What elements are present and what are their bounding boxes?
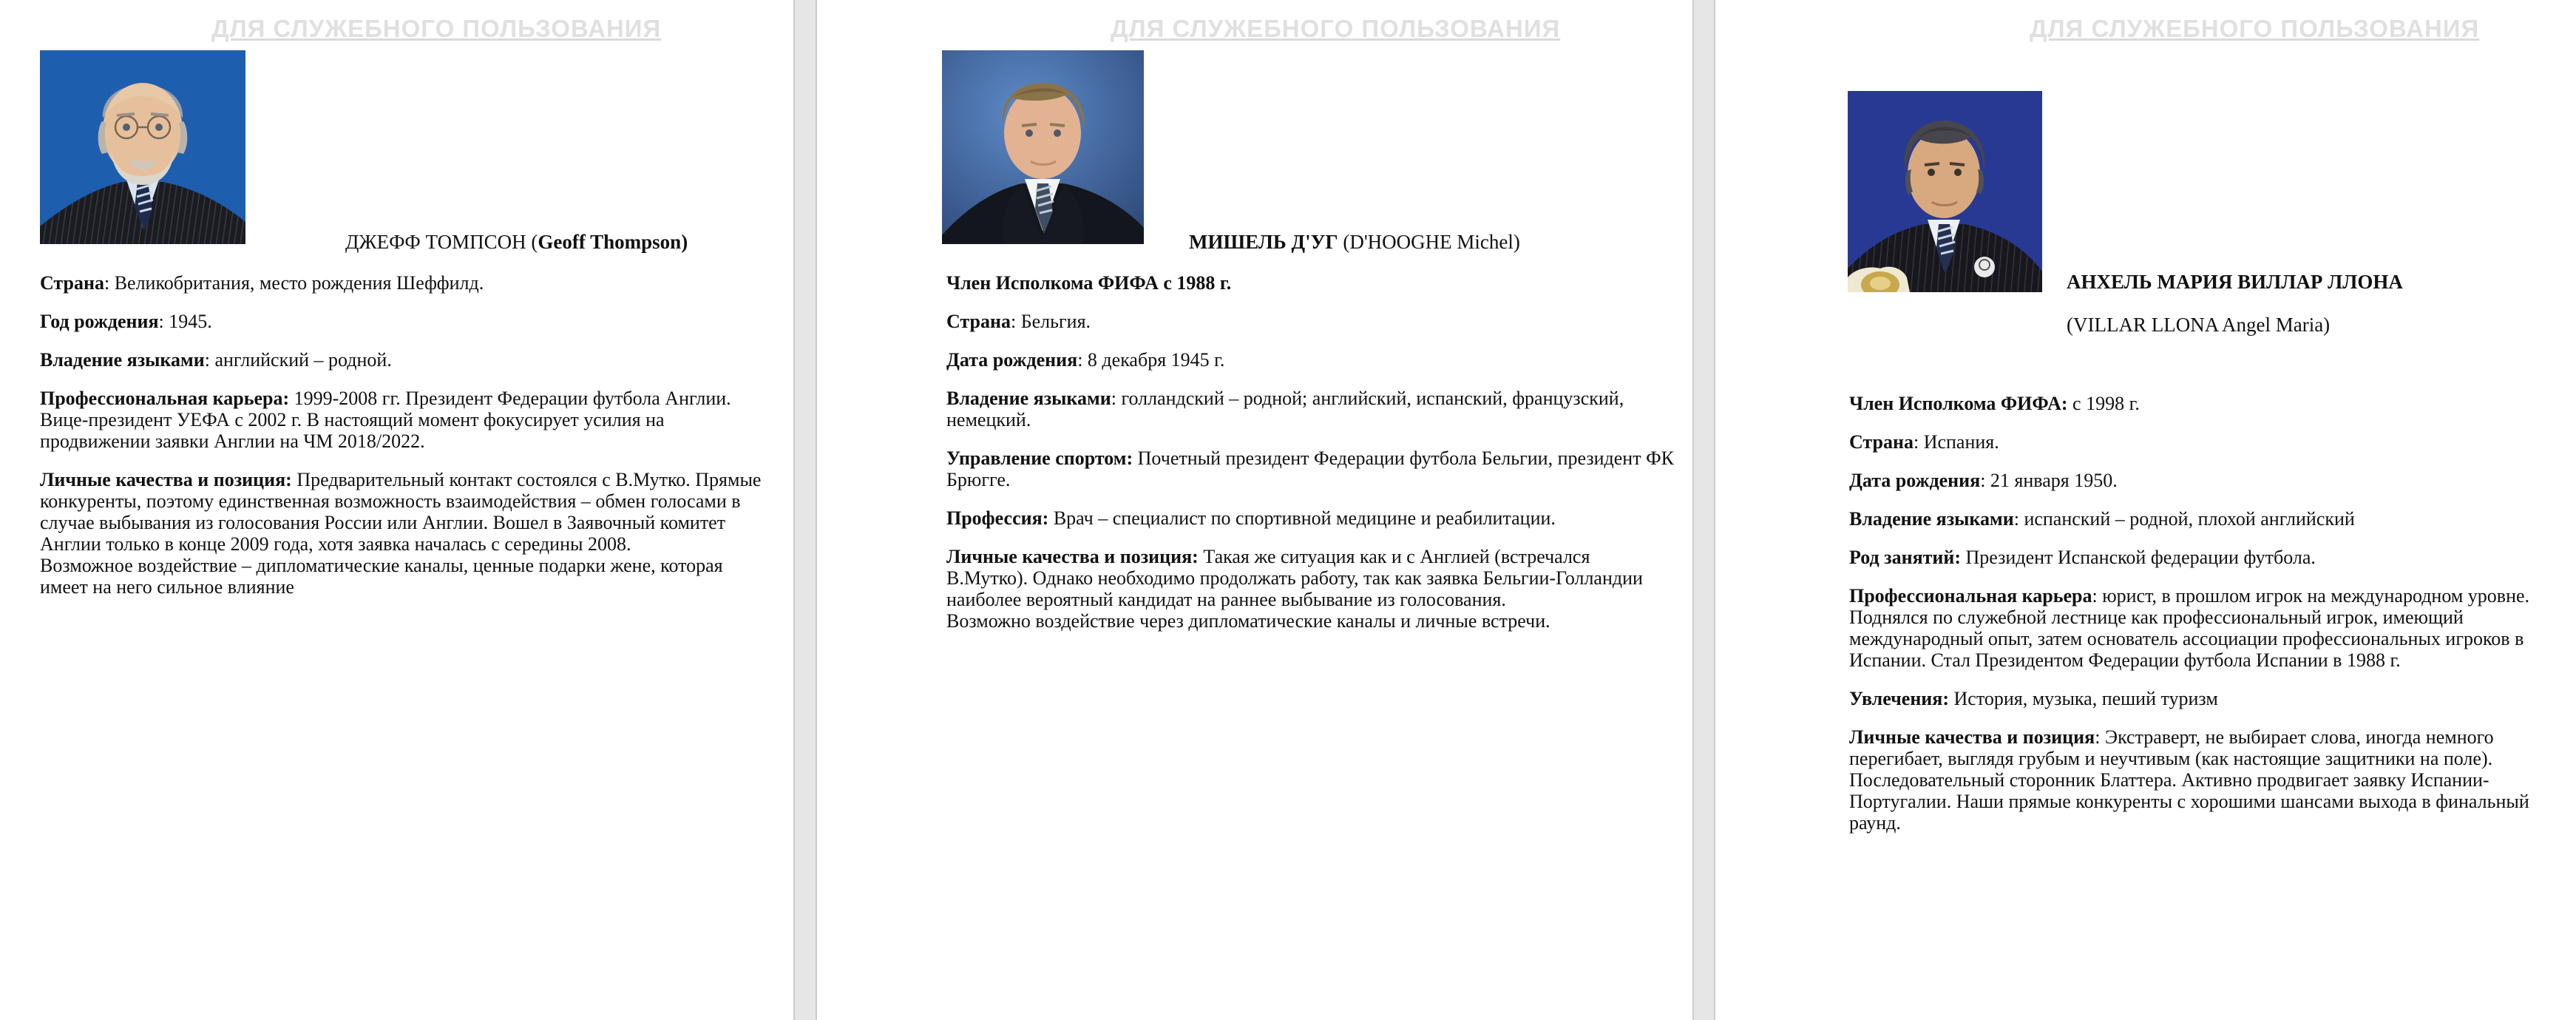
field-hobbies: Увлечения: История, музыка, пеший туризм [1849,688,2218,709]
dossier-page-thompson [0,0,795,1020]
field-fifa-member: Член Исполкома ФИФА с 1988 г. [946,272,1232,294]
person-name [2067,260,2421,346]
field-influence-note: Возможно воздействие через дипломатические каналы и личные встречи. [946,610,1550,632]
person-name [345,229,730,254]
person-name-latin: Geoff Thompson) [538,231,688,253]
dossier-page-dhooghe [816,0,1694,1020]
field-career: Профессиональная карьера: 1999-2008 гг. Президент Федерации футбола Англии. Вице-президент УЕФА с 2002 г. В настоящий момент фокусирует усилия на продвижении заявки Англии на ЧМ 2018/2022. [40,388,731,452]
field-languages: Владение языками: английский – родной. [40,349,392,371]
field-sport-management: Управление спортом: Почетный президент Федерации футбола Бельгии, президент ФК Брюгге. [946,447,1674,490]
dossier-page-villar-llona [1714,0,2576,1020]
portrait-photo-thompson [40,50,245,244]
field-country: Страна: Великобритания, место рождения Шеффилд. [40,272,484,294]
field-birth-year: Год рождения: 1945. [40,311,212,332]
field-country: Страна: Испания. [1849,431,1999,453]
field-personality: Личные качества и позиция: Экстраверт, не выбирает слова, иногда немного перегибает, выглядя грубым и неучтивым (как настоящие защитники на поле). Последовательный сторонник Блаттера. Активно продвигает заявку Испании-Португалии. Наши прямые конкуренты с хорошими шансами выхода в финальный раунд. [1849,726,2529,834]
person-name [1189,229,1573,254]
portrait-photo-villar-llona [1848,91,2042,292]
field-languages: Владение языками: испанский – родной, плохой английский [1849,508,2355,530]
field-country: Страна: Бельгия. [946,311,1091,332]
field-personality: Личные качества и позиция: Такая же ситуация как и с Англией (встречался В.Мутко). Однако необходимо продолжать работу, так как заявка Бельгии-Голландии наиболее вероятный кандидат на раннее выбывание из голосования. [946,546,1643,610]
person-name-latin: (D'HOOGHE Michel) [1338,231,1520,253]
field-influence-note: Возможное воздействие – дипломатические каналы, ценные подарки жене, которая имеет на него сильное влияние [40,555,723,598]
person-name-russian: АНХЕЛЬ МАРИЯ ВИЛЛАР ЛЛОНА [2067,271,2403,293]
field-personality: Личные качества и позиция: Предварительный контакт состоялся с В.Мутко. Прямые конкуренты, поэтому единственная возможность взаимодействия – обмен голосами в случае выбывания из голосования России или Англии. Вошел в Заявочный комитет Англии только в конце 2009 года, хотя заявка началась с середины 2008. [40,469,762,555]
biography-text [1849,393,2548,851]
field-languages: Владение языками: голландский – родной; английский, испанский, французский, немецкий. [946,388,1624,430]
field-birth-date: Дата рождения: 21 января 1950. [1849,470,2118,491]
biography-text [946,272,1675,649]
confidential-watermark: ДЛЯ СЛУЖЕБНОГО ПОЛЬЗОВАНИЯ [2030,15,2480,42]
confidential-watermark: ДЛЯ СЛУЖЕБНОГО ПОЛЬЗОВАНИЯ [211,15,662,42]
person-name-latin: (VILLAR LLONA Angel Maria) [2067,314,2331,336]
portrait-photo-dhooghe [942,50,1144,244]
field-occupation: Род занятий: Президент Испанской федерации футбола. [1849,547,2316,568]
field-profession: Профессия: Врач – специалист по спортивной медицине и реабилитации. [946,507,1556,529]
field-fifa-member: Член Исполкома ФИФА: с 1998 г. [1849,393,2140,414]
person-name-russian: МИШЕЛЬ Д'УГ [1189,231,1338,253]
person-name-russian: ДЖЕФФ ТОМПСОН ( [345,231,538,253]
field-birth-date: Дата рождения: 8 декабря 1945 г. [946,349,1225,371]
confidential-watermark: ДЛЯ СЛУЖЕБНОГО ПОЛЬЗОВАНИЯ [1111,15,1561,42]
field-career: Профессиональная карьера: юрист, в прошлом игрок на международном уровне. Поднялся по служебной лестнице как профессиональный игрок, имеющий международный опыт, затем основатель ассоциации профессиональных игроков в Испании. Стал Президентом Федерации футбола Испании в 1988 г. [1849,585,2530,671]
biography-text [40,272,762,615]
